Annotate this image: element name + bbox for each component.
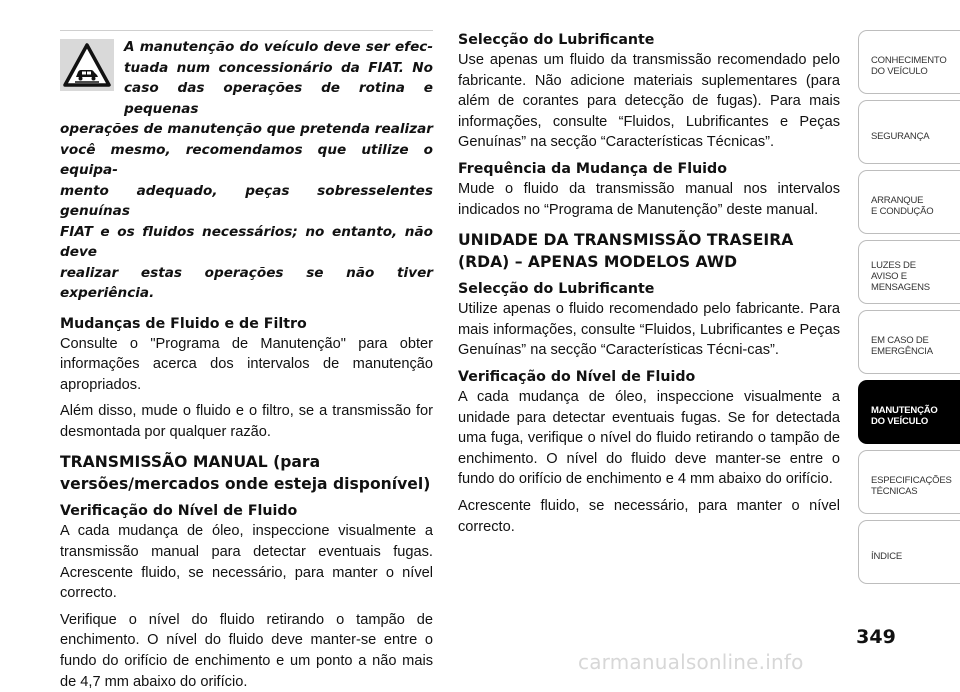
heading-manual-transmission: TRANSMISSÃO MANUAL (para versões/mercados onde esteja disponível) <box>60 453 431 494</box>
warning-line: mento adequado, peças sobresselentes genuínas <box>60 182 433 219</box>
heading-fluid-filter: Mudanças de Fluido e de Filtro <box>60 315 307 332</box>
heading-lubricant-selection: Selecção do Lubrificante <box>458 32 655 48</box>
tab-vehicle-maintenance[interactable] <box>858 380 960 444</box>
tab-technical-specs[interactable] <box>858 450 960 514</box>
page-number: 349 <box>856 626 896 648</box>
paragraph: Utilize apenas o fluido recomendado pelo fabricante. Para mais informações, consulte “Fluidos, Lubrificantes e Peças Genuínas” na secção “Características Técni-cas”. <box>458 301 840 359</box>
tab-safety[interactable] <box>858 100 960 164</box>
warning-line: você mesmo, recomendamos que utilize o equipa- <box>60 141 433 178</box>
warning-line: tuada num concessionário da FIAT. No <box>124 59 433 76</box>
tab-label: LUZES DE AVISO E MENSAGENS <box>871 259 930 293</box>
left-column <box>60 30 433 692</box>
paragraph: Mude o fluido da transmissão manual nos intervalos indicados no “Programa de Manutenção” deste manual. <box>458 180 840 218</box>
paragraph: A cada mudança de óleo, inspeccione visualmente a transmissão manual para detectar eventuais fugas. Acrescente fluido, se necessário, para manter o nível correcto. <box>60 523 433 602</box>
paragraph: Use apenas um fluido da transmissão recomendado pelo fabricante. Não adicione materiais suplementares (para além de corantes para detecção de fugas). Para mais informações, consulte “Fluidos, Lubrificantes e Peças Genuínas” na secção “Características Técnicas”. <box>458 52 840 151</box>
warning-line: realizar estas operações se não tiver experiência. <box>60 264 433 301</box>
tab-vehicle-knowledge[interactable] <box>858 30 960 94</box>
tab-index[interactable] <box>858 520 960 584</box>
warning-text <box>60 37 433 304</box>
tab-label: SEGURANÇA <box>871 130 930 142</box>
paragraph: Além disso, mude o fluido e o filtro, se a transmissão for desmontada por qualquer razão. <box>60 403 433 440</box>
chapter-tabs <box>858 30 960 590</box>
paragraph: A cada mudança de óleo, inspeccione visualmente a unidade para detectar eventuais fugas. Se for detectada uma fuga, verifique o nível do fluido retirando o tampão de enchimento. O nível do fluido deve manter-se entre o fundo do orifício de enchimento e 4 mm abaixo do orifício. <box>458 388 840 488</box>
warning-note <box>60 30 433 304</box>
heading-lubricant-selection-rda: Selecção do Lubrificante <box>458 281 655 298</box>
tab-emergency[interactable] <box>858 310 960 374</box>
heading-level-check: Verificação do Nível de Fluido <box>60 503 298 520</box>
tab-label: ESPECIFICAÇÕES TÉCNICAS <box>871 475 952 497</box>
tab-warning-lights[interactable] <box>858 240 960 304</box>
tab-label: ÍNDICE <box>871 550 902 562</box>
warning-line: A manutenção do veículo deve ser efec- <box>124 39 433 55</box>
watermark: carmanualsonline.info <box>578 650 804 674</box>
warning-triangle-icon <box>60 39 114 91</box>
warning-line: operações de manutenção que pretenda realizar <box>60 121 433 137</box>
paragraph: Acrescente fluido, se necessário, para manter o nível correcto. <box>458 497 840 535</box>
tab-label: EM CASO DE EMERGÊNCIA <box>871 335 933 357</box>
heading-change-frequency: Frequência da Mudança de Fluido <box>458 160 727 177</box>
heading-rda: UNIDADE DA TRANSMISSÃO TRASEIRA (RDA) – APENAS MODELOS AWD <box>458 231 794 272</box>
warning-line: FIAT e os fluidos necessários; no entanto, não deve <box>60 223 433 260</box>
tab-label: CONHECIMENTO DO VEÍCULO <box>871 55 947 77</box>
paragraph: Verifique o nível do fluido retirando o tampão de enchimento. O nível do fluido deve manter-se entre o fundo do orifício de enchimento e um ponto a não mais de 4,7 mm abaixo do orifício. <box>60 611 433 690</box>
heading-level-check-rda: Verificação do Nível de Fluido <box>458 368 696 385</box>
warning-line: caso das operações de rotina e pequenas <box>124 80 433 117</box>
right-column <box>458 30 840 537</box>
tab-starting-driving[interactable] <box>858 170 960 234</box>
tab-label: MANUTENÇÃO DO VEÍCULO <box>871 405 938 427</box>
tab-label: ARRANQUE E CONDUÇÃO <box>871 195 934 217</box>
paragraph: Consulte o "Programa de Manutenção" para obter informações acerca dos intervalos de manutenção apropriados. <box>60 335 433 393</box>
